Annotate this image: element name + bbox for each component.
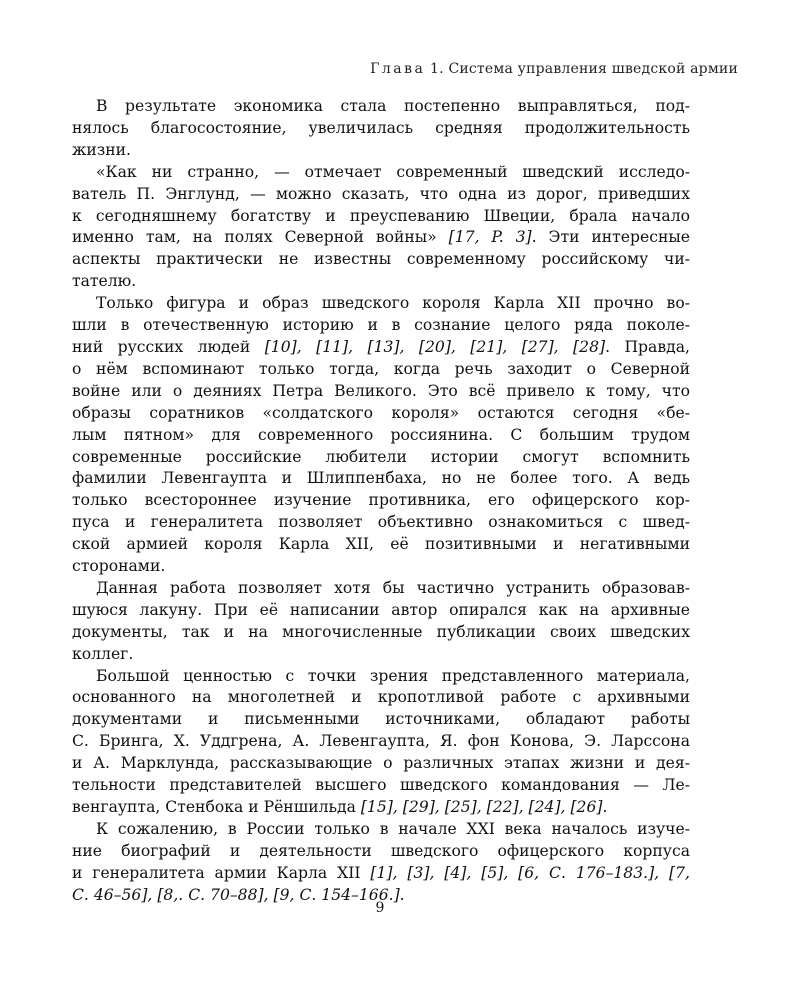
text-line [72,271,690,293]
line-text: . [602,798,608,816]
paragraph [72,96,690,162]
text-line [72,249,690,271]
line-text: о нём вспоминают только тогда, когда речь заходит о Северной [72,359,690,378]
text-line [72,644,690,666]
text-line [72,227,690,249]
line-text: . Эти интересные [531,228,690,247]
text-line [72,184,690,206]
line-text: жизни. [72,140,131,159]
text-line [72,534,690,556]
line-text: к сегодняшнему богатству и преуспеванию Швеции, брала начало [72,206,690,225]
text-line [72,315,690,337]
line-text: шли в отечественную историю и в сознание целого ряда поколе- [72,316,690,335]
line-text: С. Бринга, Х. Уддгрена, А. Левенгаупта, Я. фон Конова, Э. Ларссона [72,732,690,751]
line-text: и А. Марклунда, рассказывающие о различных этапах жизни и дея- [72,754,690,773]
paragraph [72,578,690,666]
chapter-number: 1. [430,61,444,77]
text-line [72,490,690,512]
text-line [72,863,690,885]
citation-reference: [15], [29], [25], [22], [24], [26] [360,798,603,816]
line-text: именно там, на полях Северной войны» [72,228,449,247]
text-line [72,687,690,709]
line-text: войне или о деяниях Петра Великого. Это всё привело к тому, что [72,381,690,400]
text-line [72,556,690,578]
line-text: сторонами. [72,557,166,576]
text-line [72,753,690,775]
line-text: коллег. [72,644,134,663]
text-line [72,140,690,162]
text-line [72,731,690,753]
citation-reference: [17, P. 3] [448,228,532,247]
paragraph [72,819,690,907]
line-text: образы соратников «солдатского короля» остаются сегодня «бе- [72,403,690,422]
line-text: лым пятном» для современного россиянина. С большим трудом [72,425,690,444]
line-text: ватель П. Энглунд, — можно сказать, что одна из дорог, приведших [72,184,690,203]
text-line [72,118,690,140]
text-line [72,359,690,381]
text-line [72,96,690,118]
text-line [72,600,690,622]
line-text: Только фигура и образ шведского короля Карла XII прочно во- [96,294,690,313]
line-text: ской армией короля Карла XII, её позитивными и негативными [72,535,690,554]
citation-reference: [1], [3], [4], [5], [6, С. 176–183.], [7, [370,863,690,882]
line-text: В результате экономика стала постепенно выправляться, под- [96,97,690,115]
text-line [72,512,690,534]
line-text: Данная работа позволяет хотя бы частично устранить образовав- [96,578,690,597]
citation-reference: С. 46–56], [8,. С. 70–88], [9, С. 154–166.] [72,885,400,904]
line-text: пуса и генералитета позволяет объективно ознакомиться с швед- [72,513,690,532]
text-line [72,447,690,469]
line-text: основанного на многолетней и кропотливой работе с архивными [72,688,690,707]
text-line [72,841,690,863]
text-line [72,666,690,688]
line-text: . [399,885,405,904]
line-text: венгаупта, Стенбока и Рёншильда [72,798,361,816]
line-text: фамилии Левенгаупта и Шлиппенбаха, но не более того. А ведь [72,469,690,488]
chapter-word: Глава [370,61,426,77]
body-text [72,96,690,907]
line-text: тельности представителей высшего шведского командования — Ле- [72,776,690,795]
line-text: . Правда, [605,337,690,356]
text-line [72,775,690,797]
running-header [370,61,738,77]
line-text: аспекты практически не известны современному российскому чи- [72,250,690,269]
text-line [72,337,690,359]
text-line [72,206,690,228]
line-text: тателю. [72,272,137,291]
paragraph [72,162,690,293]
citation-reference: [10], [11], [13], [20], [21], [27], [28] [264,337,606,356]
text-line [72,403,690,425]
line-text: только всестороннее изучение противника, его офицерского кор- [72,491,690,510]
line-text: документами и письменными источниками, обладают работы [72,710,690,729]
text-line [72,709,690,731]
text-line [72,797,690,819]
text-line [72,293,690,315]
line-text: ний русских людей [72,337,265,356]
text-line [72,622,690,644]
line-text: современные российские любители истории смогут вспомнить [72,447,690,466]
line-text: и генералитета армии Карла XII [72,863,371,882]
line-text: Большой ценностью с точки зрения представленного материала, [96,666,690,685]
paragraph [72,293,690,578]
page-number: 9 [375,900,385,916]
text-line [72,425,690,447]
text-line [72,381,690,403]
line-text: ние биографий и деятельности шведского офицерского корпуса [72,841,690,860]
line-text: «Как ни странно, — отмечает современный шведский исследо- [96,162,690,181]
text-line [72,578,690,600]
line-text: шуюся лакуну. При её написании автор опирался как на архивные [72,600,690,619]
paragraph [72,666,690,819]
line-text: нялось благосостояние, увеличилась средняя продолжительность [72,118,690,137]
text-line [72,819,690,841]
text-line [72,162,690,184]
chapter-title: Система управления шведской армии [448,61,738,77]
text-line [72,468,690,490]
line-text: документы, так и на многочисленные публикации своих шведских [72,622,690,641]
line-text: К сожалению, в России только в начале XXI века началось изуче- [96,819,690,838]
